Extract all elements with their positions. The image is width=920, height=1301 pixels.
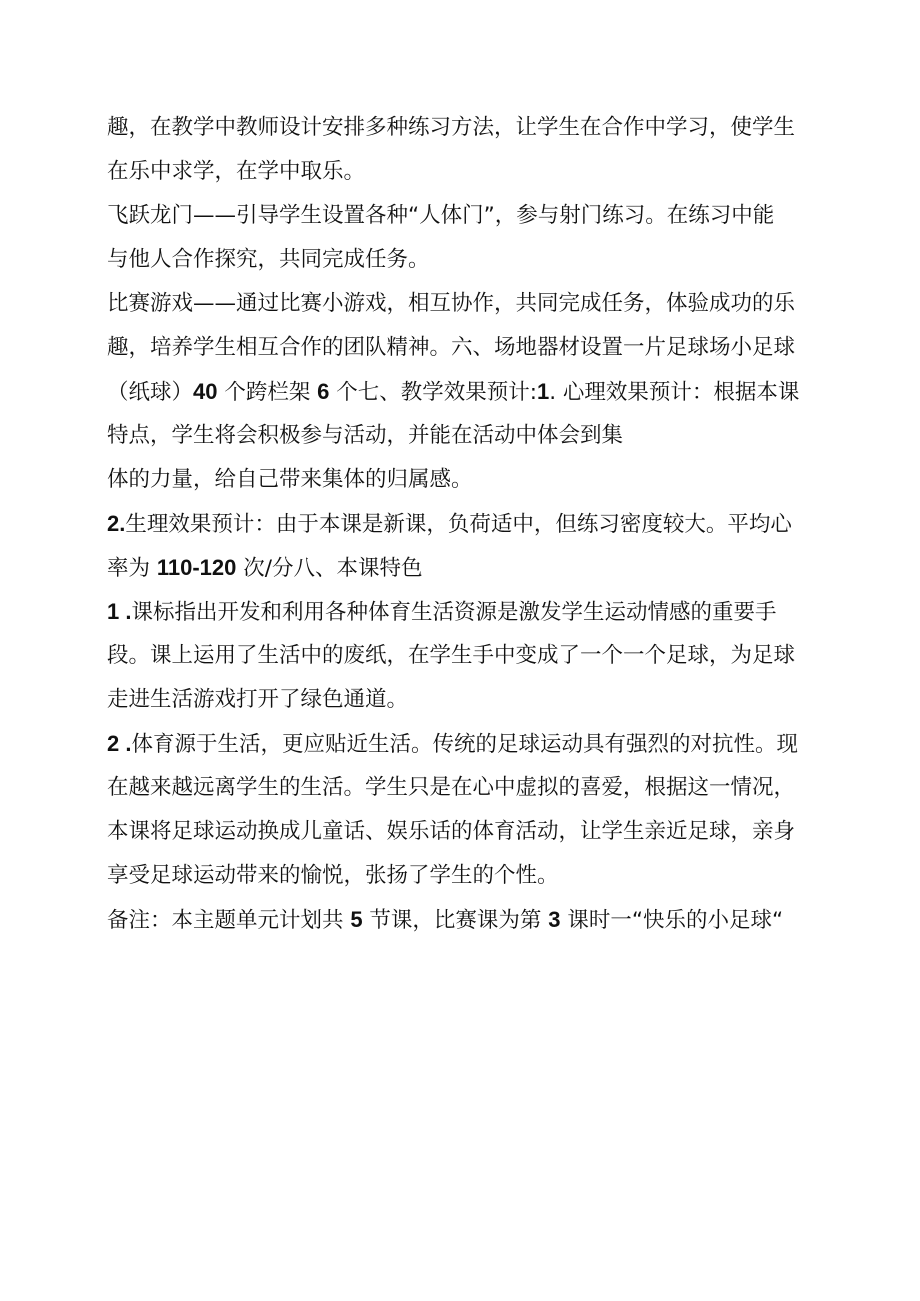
text-segment: 在越来越远离学生的生活。学生只是在心中虚拟的喜爱，根据这一情况， bbox=[107, 775, 796, 800]
text-segment: 在乐中求学，在学中取乐。 bbox=[107, 159, 366, 184]
text-line bbox=[107, 728, 847, 772]
text-segment: 走进生活游戏打开了绿色通道。 bbox=[107, 687, 409, 712]
text-segment: 与他人合作探究，共同完成任务。 bbox=[107, 247, 430, 272]
bold-number: 40 bbox=[193, 379, 218, 404]
text-segment: 体育源于生活，更应贴近生活。传统的足球运动具有强烈的对抗性。现 bbox=[131, 732, 798, 757]
text-line bbox=[107, 860, 847, 904]
text-line bbox=[107, 684, 847, 728]
text-segment: 课时一“快乐的小足球“ bbox=[560, 908, 784, 933]
text-line bbox=[107, 772, 847, 816]
bold-number: 2 . bbox=[107, 731, 132, 756]
text-line bbox=[107, 816, 847, 860]
text-segment: 节课，比赛课为第 bbox=[362, 908, 549, 933]
text-line bbox=[107, 464, 847, 508]
text-segment: 个跨栏架 bbox=[217, 380, 318, 405]
text-segment: 备注：本主题单元计划共 bbox=[107, 908, 351, 933]
bold-number: 6 bbox=[317, 379, 330, 404]
text-line bbox=[107, 112, 847, 156]
text-segment: 体的力量，给自己带来集体的归属感。 bbox=[107, 467, 473, 492]
text-segment: 个七、教学效果预计: bbox=[329, 380, 538, 405]
text-segment: 课标指出开发和利用各种体育生活资源是激发学生运动情感的重要手 bbox=[131, 600, 777, 625]
text-line bbox=[107, 552, 847, 596]
bold-number: 1 . bbox=[107, 599, 132, 624]
text-segment: 生理效果预计：由于本课是新课，负荷适中，但练习密度较大。平均心 bbox=[125, 512, 792, 537]
text-line bbox=[107, 420, 847, 464]
text-segment: 飞跃龙门——引导学生设置各种“人体门”，参与射门练习。在练习中能 bbox=[107, 203, 775, 228]
text-segment: . 心理效果预计：根据本课 bbox=[549, 380, 800, 405]
text-line bbox=[107, 200, 847, 244]
bold-number: 1 bbox=[537, 379, 550, 404]
text-segment: 享受足球运动带来的愉悦，张扬了学生的个性。 bbox=[107, 863, 559, 888]
text-line bbox=[107, 288, 847, 332]
text-segment: 特点，学生将会积极参与活动，并能在活动中体会到集 bbox=[107, 423, 624, 448]
text-line bbox=[107, 376, 847, 420]
text-line bbox=[107, 640, 847, 684]
text-line bbox=[107, 332, 847, 376]
document-body bbox=[107, 112, 847, 948]
text-segment: 率为 bbox=[107, 556, 157, 581]
bold-number: 2. bbox=[107, 511, 126, 536]
text-line bbox=[107, 904, 847, 948]
text-segment: 比赛游戏——通过比赛小游戏，相互协作，共同完成任务，体验成功的乐 bbox=[107, 291, 796, 316]
text-segment: 次/分八、本课特色 bbox=[236, 556, 423, 581]
text-segment: 趣，培养学生相互合作的团队精神。六、场地器材设置一片足球场小足球 bbox=[107, 335, 796, 360]
bold-number: 110-120 bbox=[156, 555, 237, 580]
bold-number: 5 bbox=[350, 907, 363, 932]
text-segment: 段。课上运用了生活中的废纸，在学生手中变成了一个一个足球，为足球 bbox=[107, 643, 796, 668]
text-line bbox=[107, 508, 847, 552]
bold-number: 3 bbox=[548, 907, 561, 932]
text-line bbox=[107, 156, 847, 200]
text-segment: （纸球） bbox=[107, 380, 194, 405]
text-line bbox=[107, 596, 847, 640]
text-line bbox=[107, 244, 847, 288]
text-segment: 趣，在教学中教师设计安排多种练习方法，让学生在合作中学习，使学生 bbox=[107, 115, 796, 140]
text-segment: 本课将足球运动换成儿童话、娱乐话的体育活动，让学生亲近足球，亲身 bbox=[107, 819, 796, 844]
